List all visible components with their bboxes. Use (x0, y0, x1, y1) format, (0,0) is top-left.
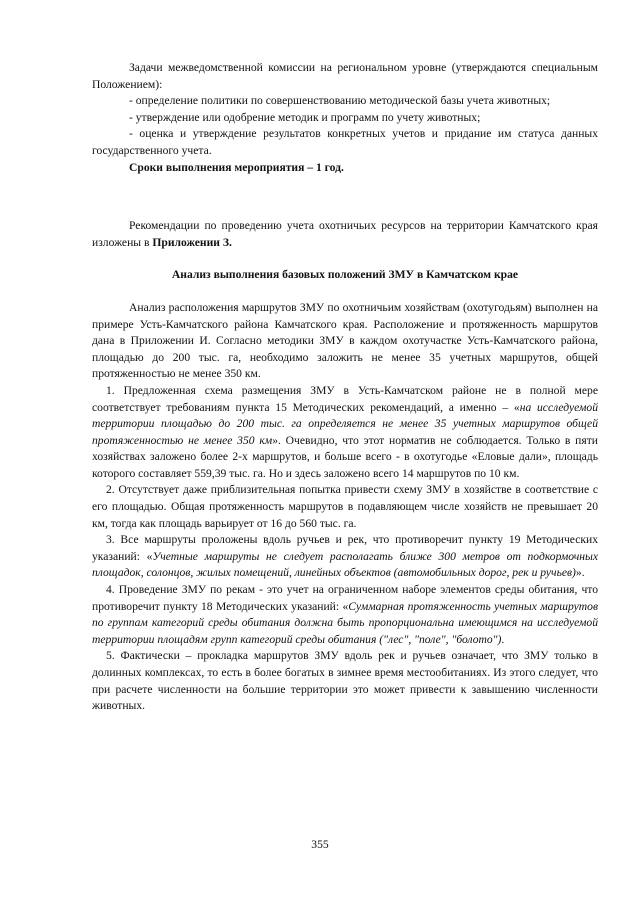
deadline-text: Сроки выполнения мероприятия – 1 год. (129, 160, 344, 174)
finding-3-text-b: ». (575, 566, 585, 580)
commission-tasks-paragraph: Задачи межведомственной комиссии на региональном уровне (утверждаются специальным Положением): (92, 61, 598, 91)
finding-4-text-a: 4. Проведение ЗМУ по рекам - это учет на ограниченном наборе элементов среды обитания, что противоречит пункту 18 Методических указаний: « (92, 583, 598, 613)
finding-1-quote: на исследуемой территории площадью до 200 тыс. га определяется не менее 35 учетных маршрутов общей протяженностью не менее 350 км (92, 400, 598, 447)
finding-3-quote: Учетные маршруты не следует располагать ближе 300 метров от подкормочных площадок, солонцов, жилых помещений, линейных объектов (автомобильных дорог, рек и ручьев) (92, 549, 598, 580)
recommendations-text: Рекомендации по проведению учета охотничьих ресурсов на территории Камчатского края изложены в (92, 219, 598, 249)
analysis-paragraph: Анализ расположения маршрутов ЗМУ по охотничьим хозяйствам (охотугодьям) выполнен на примере Усть-Камчатского района Камчатского края. Расположение и протяженность маршрутов дана в Приложении И. Согласно методики ЗМУ в каждом охотучастке Усть-Камчатского района, площадью до 200 тыс. га, необходимо заложить не менее 35 учетных маршрутов, общей протяженностью не менее 350 км. (92, 300, 598, 381)
task-item-results: - оценка и утверждение результатов конкретных учетов и придание им статуса данных государственного учета. (92, 127, 598, 157)
finding-4-paragraph (92, 582, 598, 648)
finding-3-text-a: 3. Все маршруты проложены вдоль ручьев и рек, что противоречит пункту 19 Методических указаний: « (92, 533, 598, 563)
deadline-paragraph (92, 160, 598, 177)
finding-1-paragraph (92, 383, 598, 483)
page-number: 355 (311, 838, 329, 851)
finding-4-text-b: . (501, 632, 505, 646)
finding-3-paragraph (92, 532, 598, 582)
document-page (92, 60, 598, 715)
finding-4-quote: Суммарная протяженность учетных маршрутов по группам категорий среды обитания должна быть пропорциональна имеющимся на исследуемой территории площадям групп категорий среды обитания ("лес", "поле", "болото") (92, 599, 598, 646)
appendix-reference: Приложении З. (152, 235, 232, 249)
recommendations-paragraph (92, 218, 598, 251)
finding-2-paragraph: 2. Отсутствует даже приблизительная попытка привести схему ЗМУ в хозяйстве в соответствие с его площадью. Общая протяженность маршрутов в подавляющем числе хозяйств не превышает 20 км, тогда как площадь варьирует от 16 до 560 тыс. га. (92, 483, 598, 530)
task-item-methods: - утверждение или одобрение методик и программ по учету животных; (129, 110, 481, 124)
task-item-policy: - определение политики по совершенствованию методической базы учета животных; (129, 94, 551, 108)
finding-1-text-a: 1. Предложенная схема размещения ЗМУ в Усть-Камчатском районе не в полной мере соответствует требованиям пункта 15 Методических рекомендаций, а именно – « (92, 383, 598, 414)
finding-5-paragraph: 5. Фактически – прокладка маршрутов ЗМУ вдоль рек и ручьев означает, что ЗМУ только в долинных комплексах, то есть в более богатых в зимнее время местообитаниях. Из этого следует, что при расчете численности на большие территории это может привести к завышению численности животных. (92, 649, 598, 713)
section-heading: Анализ выполнения базовых положений ЗМУ в Камчатском крае (171, 268, 519, 282)
finding-1-text-b: ». Очевидно, что этот норматив не соблюдается. Только в пяти хозяйствах заложено более 2-х маршрутов, и больше всего - в охотугодье «Еловые дали», площадь которого составляет 559,39 тыс. га. Но и здесь заложено всего 14 маршрутов по 10 км. (92, 433, 598, 480)
